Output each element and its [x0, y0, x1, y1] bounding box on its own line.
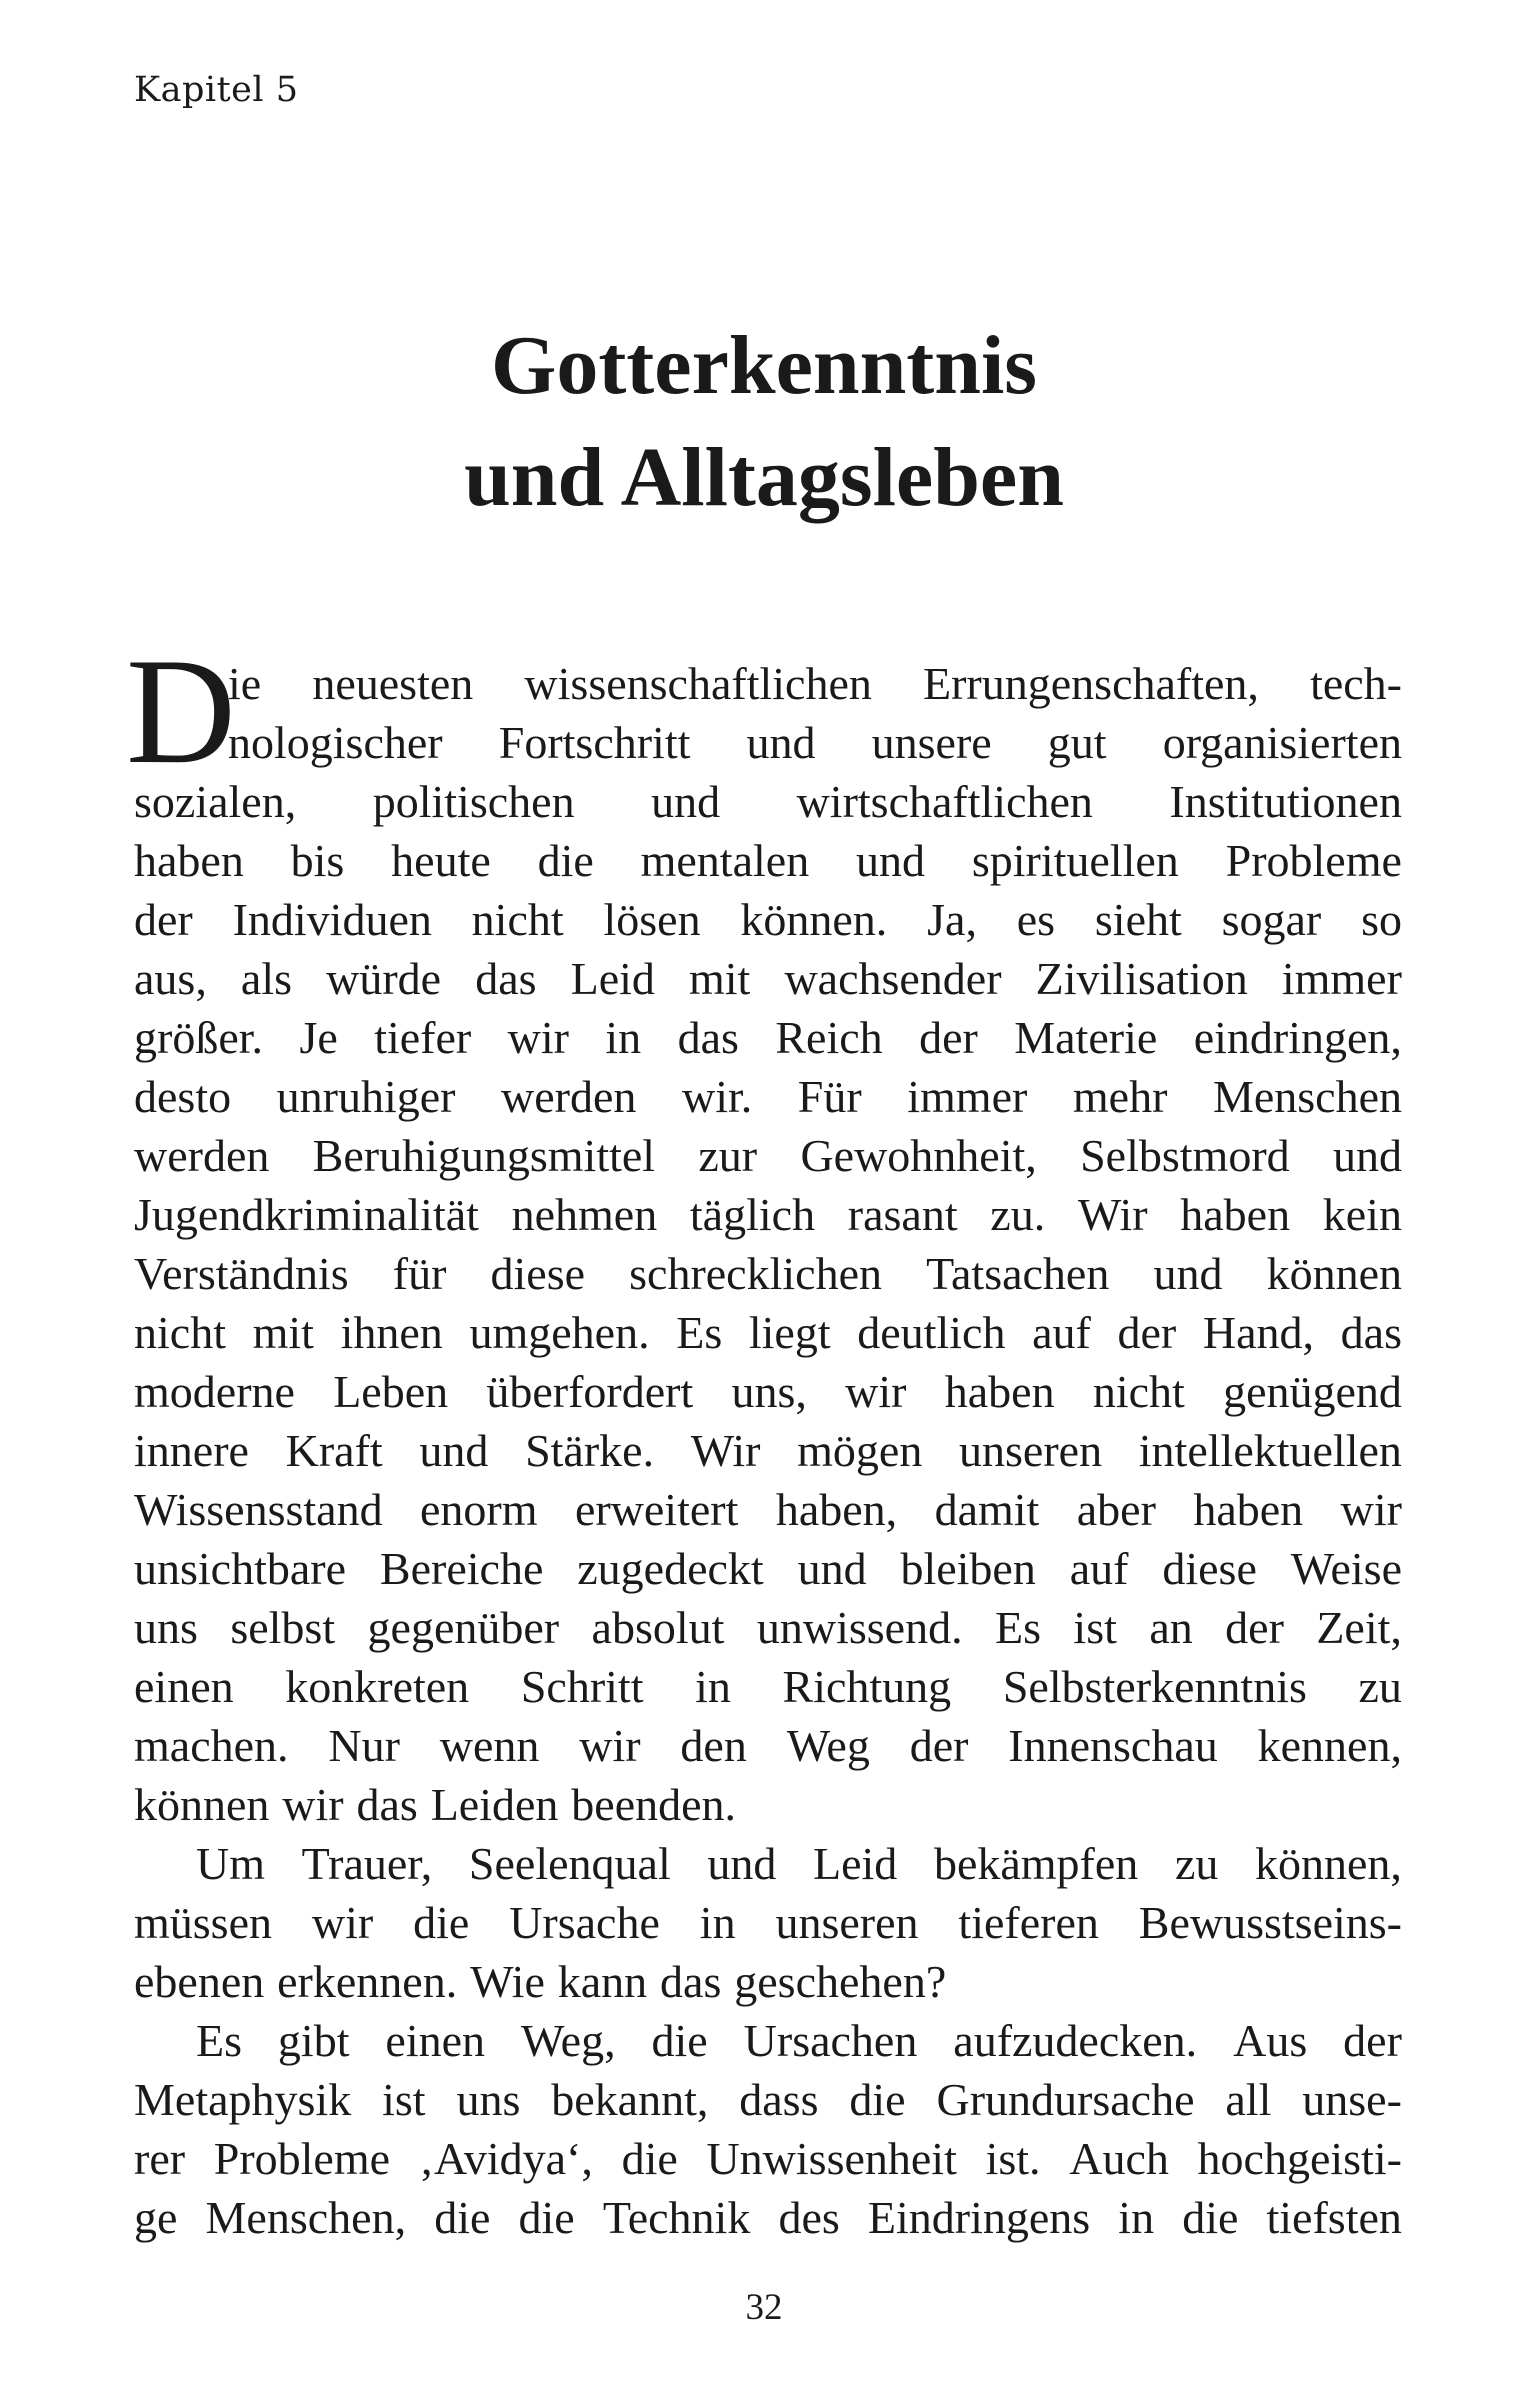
word: Bereiche	[379, 1543, 544, 1594]
word: und	[856, 835, 926, 886]
word: kein	[1322, 1189, 1402, 1240]
word: tech-	[1310, 658, 1402, 709]
word: nicht	[471, 894, 564, 945]
word: es	[1016, 894, 1056, 945]
word: Trauer,	[301, 1838, 433, 1889]
word: Jugendkriminalität	[134, 1189, 479, 1240]
word: Beruhigungsmittel	[312, 1130, 656, 1181]
word: wir.	[681, 1071, 753, 1122]
word: wir	[579, 1720, 641, 1771]
word: an	[1149, 1602, 1193, 1653]
word: müssen	[134, 1897, 272, 1948]
word: unruhiger	[276, 1071, 456, 1122]
word: ist	[382, 2074, 426, 2125]
word: Je	[299, 1012, 338, 1063]
word: Metaphysik	[134, 2074, 352, 2125]
word: bekannt,	[551, 2074, 709, 2125]
word: Leid	[813, 1838, 898, 1889]
word: die	[537, 835, 594, 886]
word: geschehen?	[734, 1956, 947, 2007]
text-line	[134, 1598, 1402, 1657]
word: Richtung	[782, 1661, 952, 1712]
word: das	[1340, 1307, 1402, 1358]
text-line	[134, 772, 1402, 831]
word: würde	[326, 953, 442, 1004]
word: und	[651, 776, 721, 827]
word: einen	[385, 2015, 486, 2066]
word: bleiben	[900, 1543, 1036, 1594]
word: genügend	[1223, 1366, 1402, 1417]
word: Menschen,	[205, 2192, 407, 2243]
chapter-title	[0, 310, 1528, 534]
word: nicht	[1092, 1366, 1185, 1417]
word: wir	[311, 1897, 374, 1948]
word: Ursache	[509, 1897, 660, 1948]
word: absolut	[591, 1602, 725, 1653]
word: können,	[1255, 1838, 1402, 1889]
text-line	[134, 831, 1402, 890]
word: beenden.	[571, 1779, 737, 1830]
text-line	[134, 1480, 1402, 1539]
word: wir	[282, 1779, 344, 1830]
word: Leiden	[430, 1779, 559, 1830]
word: mit	[689, 953, 751, 1004]
text-line	[134, 1362, 1402, 1421]
word: können	[134, 1779, 270, 1830]
text-line	[134, 1244, 1402, 1303]
word: liegt	[748, 1307, 831, 1358]
word: Hand,	[1202, 1307, 1315, 1358]
word: haben	[134, 835, 244, 886]
word: Kraft	[285, 1425, 383, 1476]
word: Selbsterkenntnis	[1002, 1661, 1307, 1712]
word: haben	[1193, 1484, 1304, 1535]
word: Seelenqual	[468, 1838, 671, 1889]
word: Materie	[1014, 1012, 1158, 1063]
word: all	[1225, 2074, 1272, 2125]
word: selbst	[230, 1602, 336, 1653]
word: einen	[134, 1661, 234, 1712]
word: wenn	[439, 1720, 540, 1771]
word: Auch	[1069, 2133, 1169, 2184]
word: Probleme	[213, 2133, 391, 2184]
word: Wir	[1077, 1189, 1148, 1240]
word: gegenüber	[367, 1602, 560, 1653]
word: Schritt	[520, 1661, 644, 1712]
word: in	[605, 1012, 642, 1063]
word: Tatsachen	[926, 1248, 1110, 1299]
text-line	[134, 2011, 1402, 2070]
word: dass	[739, 2074, 819, 2125]
word: auf	[1069, 1543, 1129, 1594]
word: uns	[456, 2074, 521, 2125]
word: Verständnis	[134, 1248, 349, 1299]
word: aus,	[134, 953, 207, 1004]
word: ist.	[985, 2133, 1041, 2184]
word: zu	[1358, 1661, 1402, 1712]
word: machen.	[134, 1720, 289, 1771]
word: eindringen,	[1193, 1012, 1402, 1063]
word: Selbstmord	[1080, 1130, 1290, 1181]
drop-cap: D	[126, 627, 236, 795]
word: uns	[134, 1602, 198, 1653]
word: überfordert	[486, 1366, 694, 1417]
word: als	[240, 953, 293, 1004]
word: damit	[934, 1484, 1040, 1535]
word: erkennen.	[277, 1956, 458, 2007]
text-line	[134, 2070, 1402, 2129]
word: werden	[501, 1071, 637, 1122]
text-line	[134, 1834, 1402, 1893]
word: ge	[134, 2192, 178, 2243]
word: schrecklichen	[629, 1248, 882, 1299]
word: deutlich	[857, 1307, 1006, 1358]
text-line	[134, 1067, 1402, 1126]
text-line	[134, 1303, 1402, 1362]
word: zugedeckt	[577, 1543, 764, 1594]
word: sogar	[1221, 894, 1322, 945]
word: in	[699, 1897, 736, 1948]
word: Unwissenheit	[706, 2133, 957, 2184]
word: wir	[845, 1366, 907, 1417]
text-line	[134, 1893, 1402, 1952]
word: tiefsten	[1266, 2192, 1402, 2243]
word: aufzudecken.	[953, 2015, 1198, 2066]
word: der	[134, 894, 193, 945]
word: Ja,	[927, 894, 977, 945]
word: und	[797, 1543, 867, 1594]
word: heute	[391, 835, 491, 886]
word: den	[680, 1720, 747, 1771]
word: diese	[490, 1248, 586, 1299]
word: Institutionen	[1169, 776, 1402, 827]
word: Zivilisation	[1035, 953, 1248, 1004]
word: tieferen	[958, 1897, 1099, 1948]
word: erweitert	[574, 1484, 739, 1535]
word: rer	[134, 2133, 186, 2184]
word: Grundursache	[936, 2074, 1195, 2125]
word: wir	[1340, 1484, 1402, 1535]
word: immer	[907, 1071, 1028, 1122]
word: ist	[1073, 1602, 1117, 1653]
word: ihnen	[340, 1307, 443, 1358]
word: Wir	[690, 1425, 761, 1476]
word: konkreten	[285, 1661, 470, 1712]
word: Aus	[1233, 2015, 1308, 2066]
text-line	[134, 2188, 1402, 2247]
word: Technik	[602, 2192, 751, 2243]
word: können	[1266, 1248, 1402, 1299]
word: Weg,	[520, 2015, 616, 2066]
word: nologischer	[228, 717, 443, 768]
word: organisierten	[1162, 717, 1402, 768]
text-line	[134, 1185, 1402, 1244]
word: Errungenschaften,	[923, 658, 1259, 709]
chapter-title-line-1: Gotterkenntnis	[491, 319, 1037, 412]
word: Nur	[328, 1720, 400, 1771]
word: Um	[196, 1838, 265, 1889]
word: werden	[134, 1130, 270, 1181]
word: der	[909, 1720, 969, 1771]
word: gibt	[277, 2015, 350, 2066]
word: mögen	[797, 1425, 923, 1476]
word: ebenen	[134, 1956, 265, 2007]
word: rasant	[847, 1189, 958, 1240]
word: Gewohnheit,	[800, 1130, 1037, 1181]
page-number: 32	[745, 2287, 783, 2328]
word: immer	[1281, 953, 1402, 1004]
word: unse-	[1302, 2074, 1402, 2125]
text-line	[134, 1657, 1402, 1716]
word: Bewusstseins-	[1138, 1897, 1402, 1948]
text-line	[134, 890, 1402, 949]
text-line	[134, 949, 1402, 1008]
word: Wissensstand	[134, 1484, 383, 1535]
word: unwissend.	[756, 1602, 963, 1653]
word: das	[677, 1012, 739, 1063]
word: zu.	[990, 1189, 1046, 1240]
word: intellektuellen	[1138, 1425, 1402, 1476]
word: bis	[290, 835, 345, 886]
word: Leid	[570, 953, 655, 1004]
word: unsere	[871, 717, 992, 768]
word: Für	[797, 1071, 862, 1122]
word: Wie	[470, 1956, 545, 2007]
word: die	[434, 2192, 491, 2243]
word: kennen,	[1257, 1720, 1402, 1771]
text-line	[134, 1539, 1402, 1598]
word: die	[849, 2074, 906, 2125]
word: enorm	[420, 1484, 538, 1535]
word: der	[919, 1012, 978, 1063]
word: die	[651, 2015, 708, 2066]
word: Stärke.	[525, 1425, 655, 1476]
word: Leben	[333, 1366, 449, 1417]
word: der	[1225, 1602, 1284, 1653]
word: das	[660, 1956, 722, 2007]
word: lösen	[603, 894, 701, 945]
word: innere	[134, 1425, 249, 1476]
word: Reich	[775, 1012, 883, 1063]
word: Es	[676, 1307, 723, 1358]
word: der	[1117, 1307, 1177, 1358]
word: unseren	[959, 1425, 1103, 1476]
word: Innenschau	[1008, 1720, 1218, 1771]
word: wirtschaftlichen	[796, 776, 1093, 827]
word: die	[413, 1897, 470, 1948]
word: Fortschritt	[498, 717, 691, 768]
word: mehr	[1072, 1071, 1168, 1122]
text-line	[134, 713, 1402, 772]
word: spirituellen	[971, 835, 1179, 886]
word: ‚Avidya‘,	[418, 2133, 593, 2184]
word: in	[695, 1661, 731, 1712]
word: diese	[1162, 1543, 1257, 1594]
text-line	[134, 1008, 1402, 1067]
word: Es	[995, 1602, 1041, 1653]
word: gut	[1047, 717, 1107, 768]
word: des	[778, 2192, 840, 2243]
body-text	[126, 627, 1402, 2247]
running-head: Kapitel 5	[134, 70, 299, 110]
text-line	[134, 1952, 1402, 2011]
word: hochgeisti-	[1197, 2133, 1402, 2184]
word: haben,	[775, 1484, 898, 1535]
word: desto	[134, 1071, 232, 1122]
word: auf	[1032, 1307, 1091, 1358]
word: das	[475, 953, 537, 1004]
word: in	[1118, 2192, 1155, 2243]
word: für	[392, 1248, 447, 1299]
word: mit	[252, 1307, 314, 1358]
word: Weise	[1290, 1543, 1402, 1594]
word: können.	[740, 894, 888, 945]
word: Weg	[786, 1720, 870, 1771]
word: sozialen,	[134, 776, 297, 827]
word: tiefer	[374, 1012, 472, 1063]
word: wir	[507, 1012, 569, 1063]
chapter-title-line-2: und Alltagsleben	[464, 431, 1064, 524]
word: Menschen	[1212, 1071, 1402, 1122]
word: der	[1343, 2015, 1402, 2066]
text-line	[134, 2129, 1402, 2188]
word: und	[1332, 1130, 1402, 1181]
word: moderne	[134, 1366, 295, 1417]
text-line	[134, 1126, 1402, 1185]
word: mentalen	[640, 835, 810, 886]
word: ie	[228, 658, 262, 709]
word: die	[1182, 2192, 1239, 2243]
word: uns,	[731, 1366, 807, 1417]
word: sieht	[1094, 894, 1182, 945]
word: haben	[1180, 1189, 1291, 1240]
word: unseren	[775, 1897, 919, 1948]
word: umgehen.	[469, 1307, 650, 1358]
word: zur	[698, 1130, 758, 1181]
word: zu	[1174, 1838, 1219, 1889]
text-line	[134, 1716, 1402, 1775]
word: das	[356, 1779, 418, 1830]
word: Zeit,	[1316, 1602, 1402, 1653]
word: kann	[557, 1956, 648, 2007]
text-line	[134, 1775, 1402, 1834]
text-line	[134, 1421, 1402, 1480]
word: unsichtbare	[134, 1543, 347, 1594]
word: Eindringens	[867, 2192, 1091, 2243]
word: nehmen	[511, 1189, 658, 1240]
word: und	[746, 717, 816, 768]
word: größer.	[134, 1012, 264, 1063]
text-line	[134, 654, 1402, 713]
word: aber	[1076, 1484, 1156, 1535]
word: und	[1153, 1248, 1223, 1299]
word: und	[707, 1838, 777, 1889]
word: wachsender	[784, 953, 1002, 1004]
word: neuesten	[312, 658, 474, 709]
word: und	[419, 1425, 489, 1476]
word: die	[621, 2133, 678, 2184]
word: Ursachen	[743, 2015, 918, 2066]
word: täglich	[689, 1189, 816, 1240]
word: politischen	[372, 776, 575, 827]
word: Es	[196, 2015, 242, 2066]
word: nicht	[134, 1307, 226, 1358]
word: so	[1361, 894, 1402, 945]
word: Individuen	[232, 894, 432, 945]
word: haben	[944, 1366, 1055, 1417]
word: wissenschaftlichen	[524, 658, 872, 709]
word: Probleme	[1225, 835, 1402, 886]
word: bekämpfen	[933, 1838, 1139, 1889]
word: die	[518, 2192, 575, 2243]
